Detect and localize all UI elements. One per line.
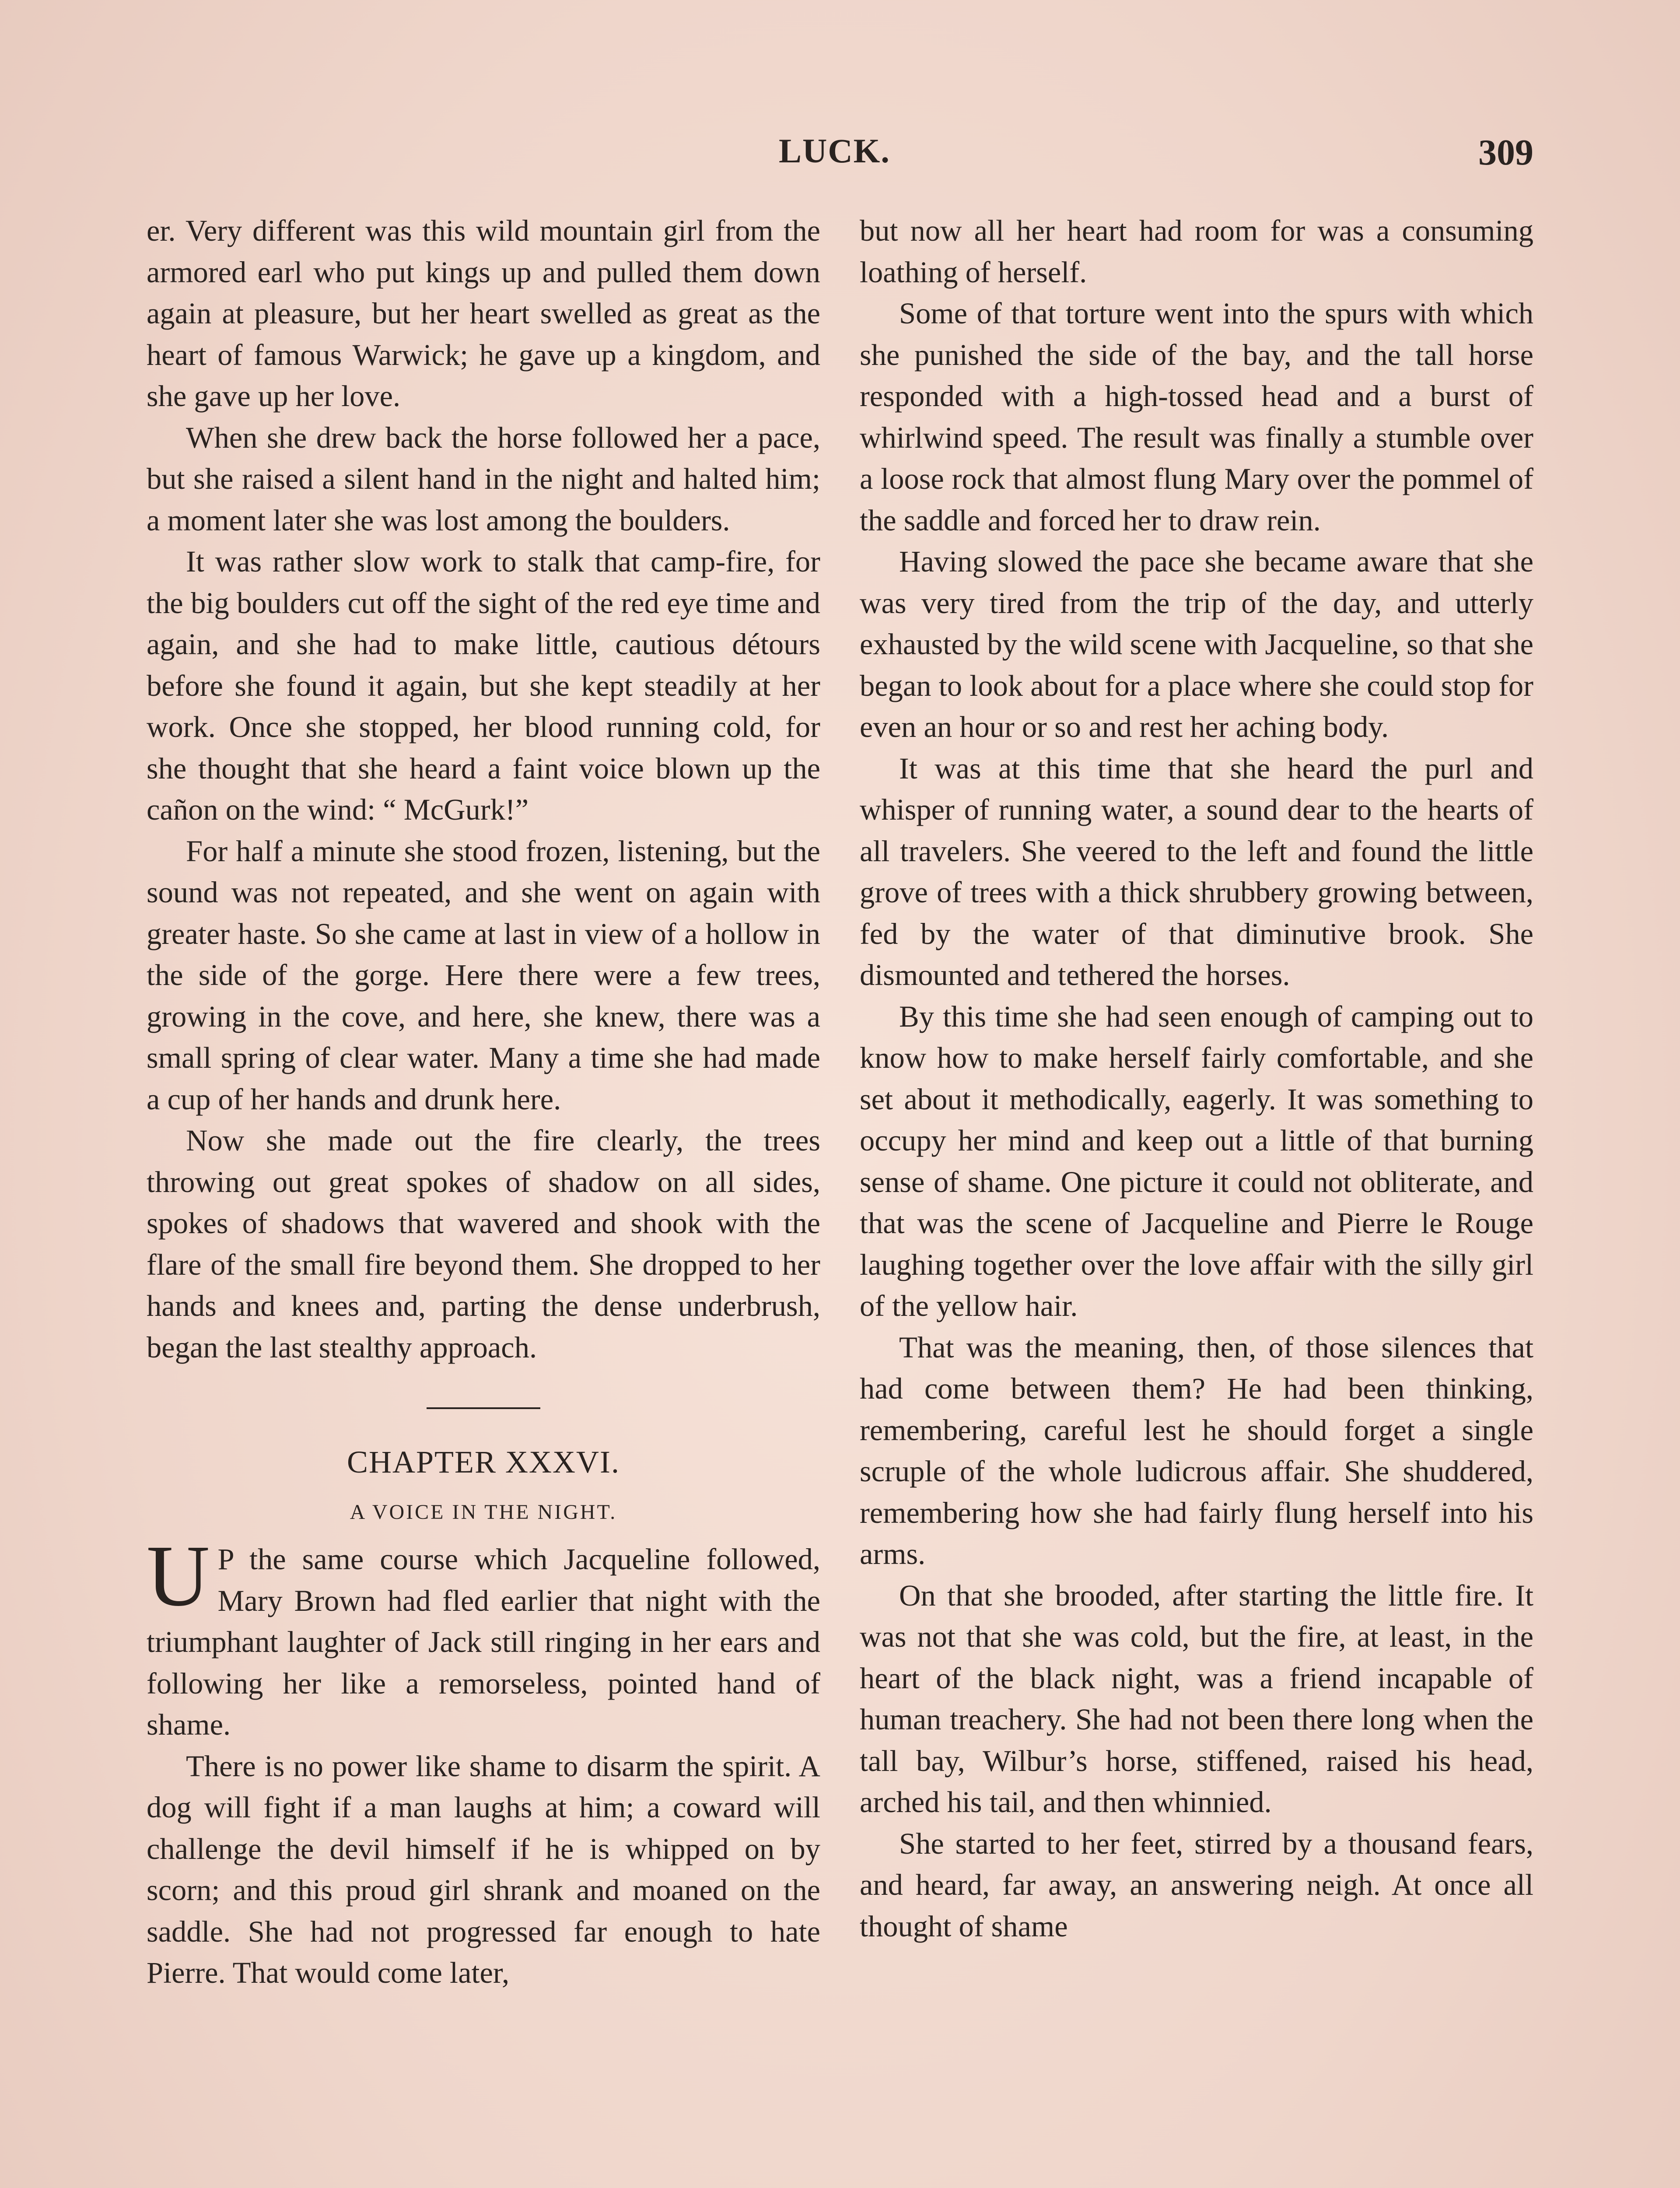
paragraph: It was rather slow work to stalk that camp-fire, for the big boulders cut off the sight of the red eye time and again, and she had to make little, cautious détours before she found it again, but she kept steadily at her work. Once she stopped, her blood running cold, for she thought that she heard a faint voice blown up the cañon on the wind: “ McGurk!” xyxy=(147,545,820,826)
section-divider xyxy=(147,1368,820,1434)
opening-text: P the same course which Jacqueline followed, Mary Brown had fled earlier that night with the triumphant laughter of Jack still ringing in her ears and following her like a remorseless, pointed hand of shame. xyxy=(147,1543,820,1741)
paragraph: It was at this time that she heard the purl and whisper of running water, a sound dear to the hearts of all travelers. She veered to the left and found the little grove of trees with a thick shrubbery growing between, fed by the water of that diminutive brook. She dismounted and tethered the horses. xyxy=(860,751,1533,992)
paragraph: She started to her feet, stirred by a thousand fears, and heard, far away, an answering neigh. At once all thought of shame xyxy=(860,1827,1533,1943)
drop-cap: U xyxy=(147,1528,210,1624)
page-number: 309 xyxy=(1478,132,1533,173)
right-column xyxy=(860,210,1533,1947)
paragraph: On that she brooded, after starting the little fire. It was not that she was cold, but the fire, at least, in the heart of the black night, was a friend incapable of human treachery. She had not been there long when the tall bay, Wilbur’s horse, stiffened, raised his head, arched his tail, and then whinnied. xyxy=(860,1578,1533,1819)
running-head xyxy=(0,131,1680,184)
divider-rule xyxy=(427,1407,540,1409)
chapter-subtitle: A VOICE IN THE NIGHT. xyxy=(350,1501,617,1524)
paragraph: For half a minute she stood frozen, listening, but the sound was not repeated, and she went on again with greater haste. So she came at last in view of a hollow in the side of the gorge. Here there were a few trees, growing in the cove, and here, she knew, there was a small spring of clear water. Many a time she had made a cup of her hands and drunk here. xyxy=(147,834,820,1116)
paragraph: That was the meaning, then, of those silences that had come between them? He had been thinking, remembering, careful lest he should forget a single scruple of the whole ludicrous affair. She shuddered, remembering how she had fairly flung herself into his arms. xyxy=(860,1330,1533,1571)
running-title: LUCK. xyxy=(779,132,890,170)
paragraph: Now she made out the fire clearly, the trees throwing out great spokes of shadow on all sides, spokes of shadows that wavered and shook with the flare of the small fire beyond them. She dropped to her hands and knees and, parting the dense underbrush, began the last stealthy approach. xyxy=(147,1124,820,1364)
paragraph: When she drew back the horse followed her a pace, but she raised a silent hand in the night and halted him; a moment later she was lost among the boulders. xyxy=(147,421,820,537)
chapter-opening-paragraph xyxy=(147,1528,820,1746)
paragraph: Having slowed the pace she became aware that she was very tired from the trip of the day, and utterly exhausted by the wild scene with Jacqueline, so that she began to look about for a place where she could stop for even an hour or so and rest her aching body. xyxy=(860,545,1533,743)
paragraph: Some of that torture went into the spurs with which she punished the side of the bay, and the tall horse responded with a high-tossed head and a burst of whirlwind speed. The result was finally a stumble over a loose rock that almost flung Mary over the pommel of the saddle and forced her to draw rein. xyxy=(860,297,1533,537)
chapter-title: CHAPTER XXXVI. xyxy=(346,1445,620,1480)
paragraph: By this time she had seen enough of camping out to know how to make herself fairly comfortable, and she set about it methodically, eagerly. It was something to occupy her mind and keep out a little of that burning sense of shame. One picture it could not obliterate, and that was the scene of Jacqueline and Pierre le Rouge laughing together over the love affair with the silly girl of the yellow hair. xyxy=(860,999,1533,1322)
left-column xyxy=(147,210,820,1994)
paragraph: There is no power like shame to disarm the spirit. A dog will fight if a man laughs at him; a coward will challenge the devil himself if he is whipped on by scorn; and this proud girl shrank and moaned on the saddle. She had not progressed far enough to hate Pierre. That would come later, xyxy=(147,1749,820,1989)
paragraph: but now all her heart had room for was a consuming loathing of herself. xyxy=(860,214,1533,289)
paragraph: er. Very different was this wild mountain girl from the armored earl who put kings up and pulled them down again at pleasure, but her heart swelled as great as the heart of famous Warwick; he gave up a kingdom, and she gave up her love. xyxy=(147,214,820,413)
